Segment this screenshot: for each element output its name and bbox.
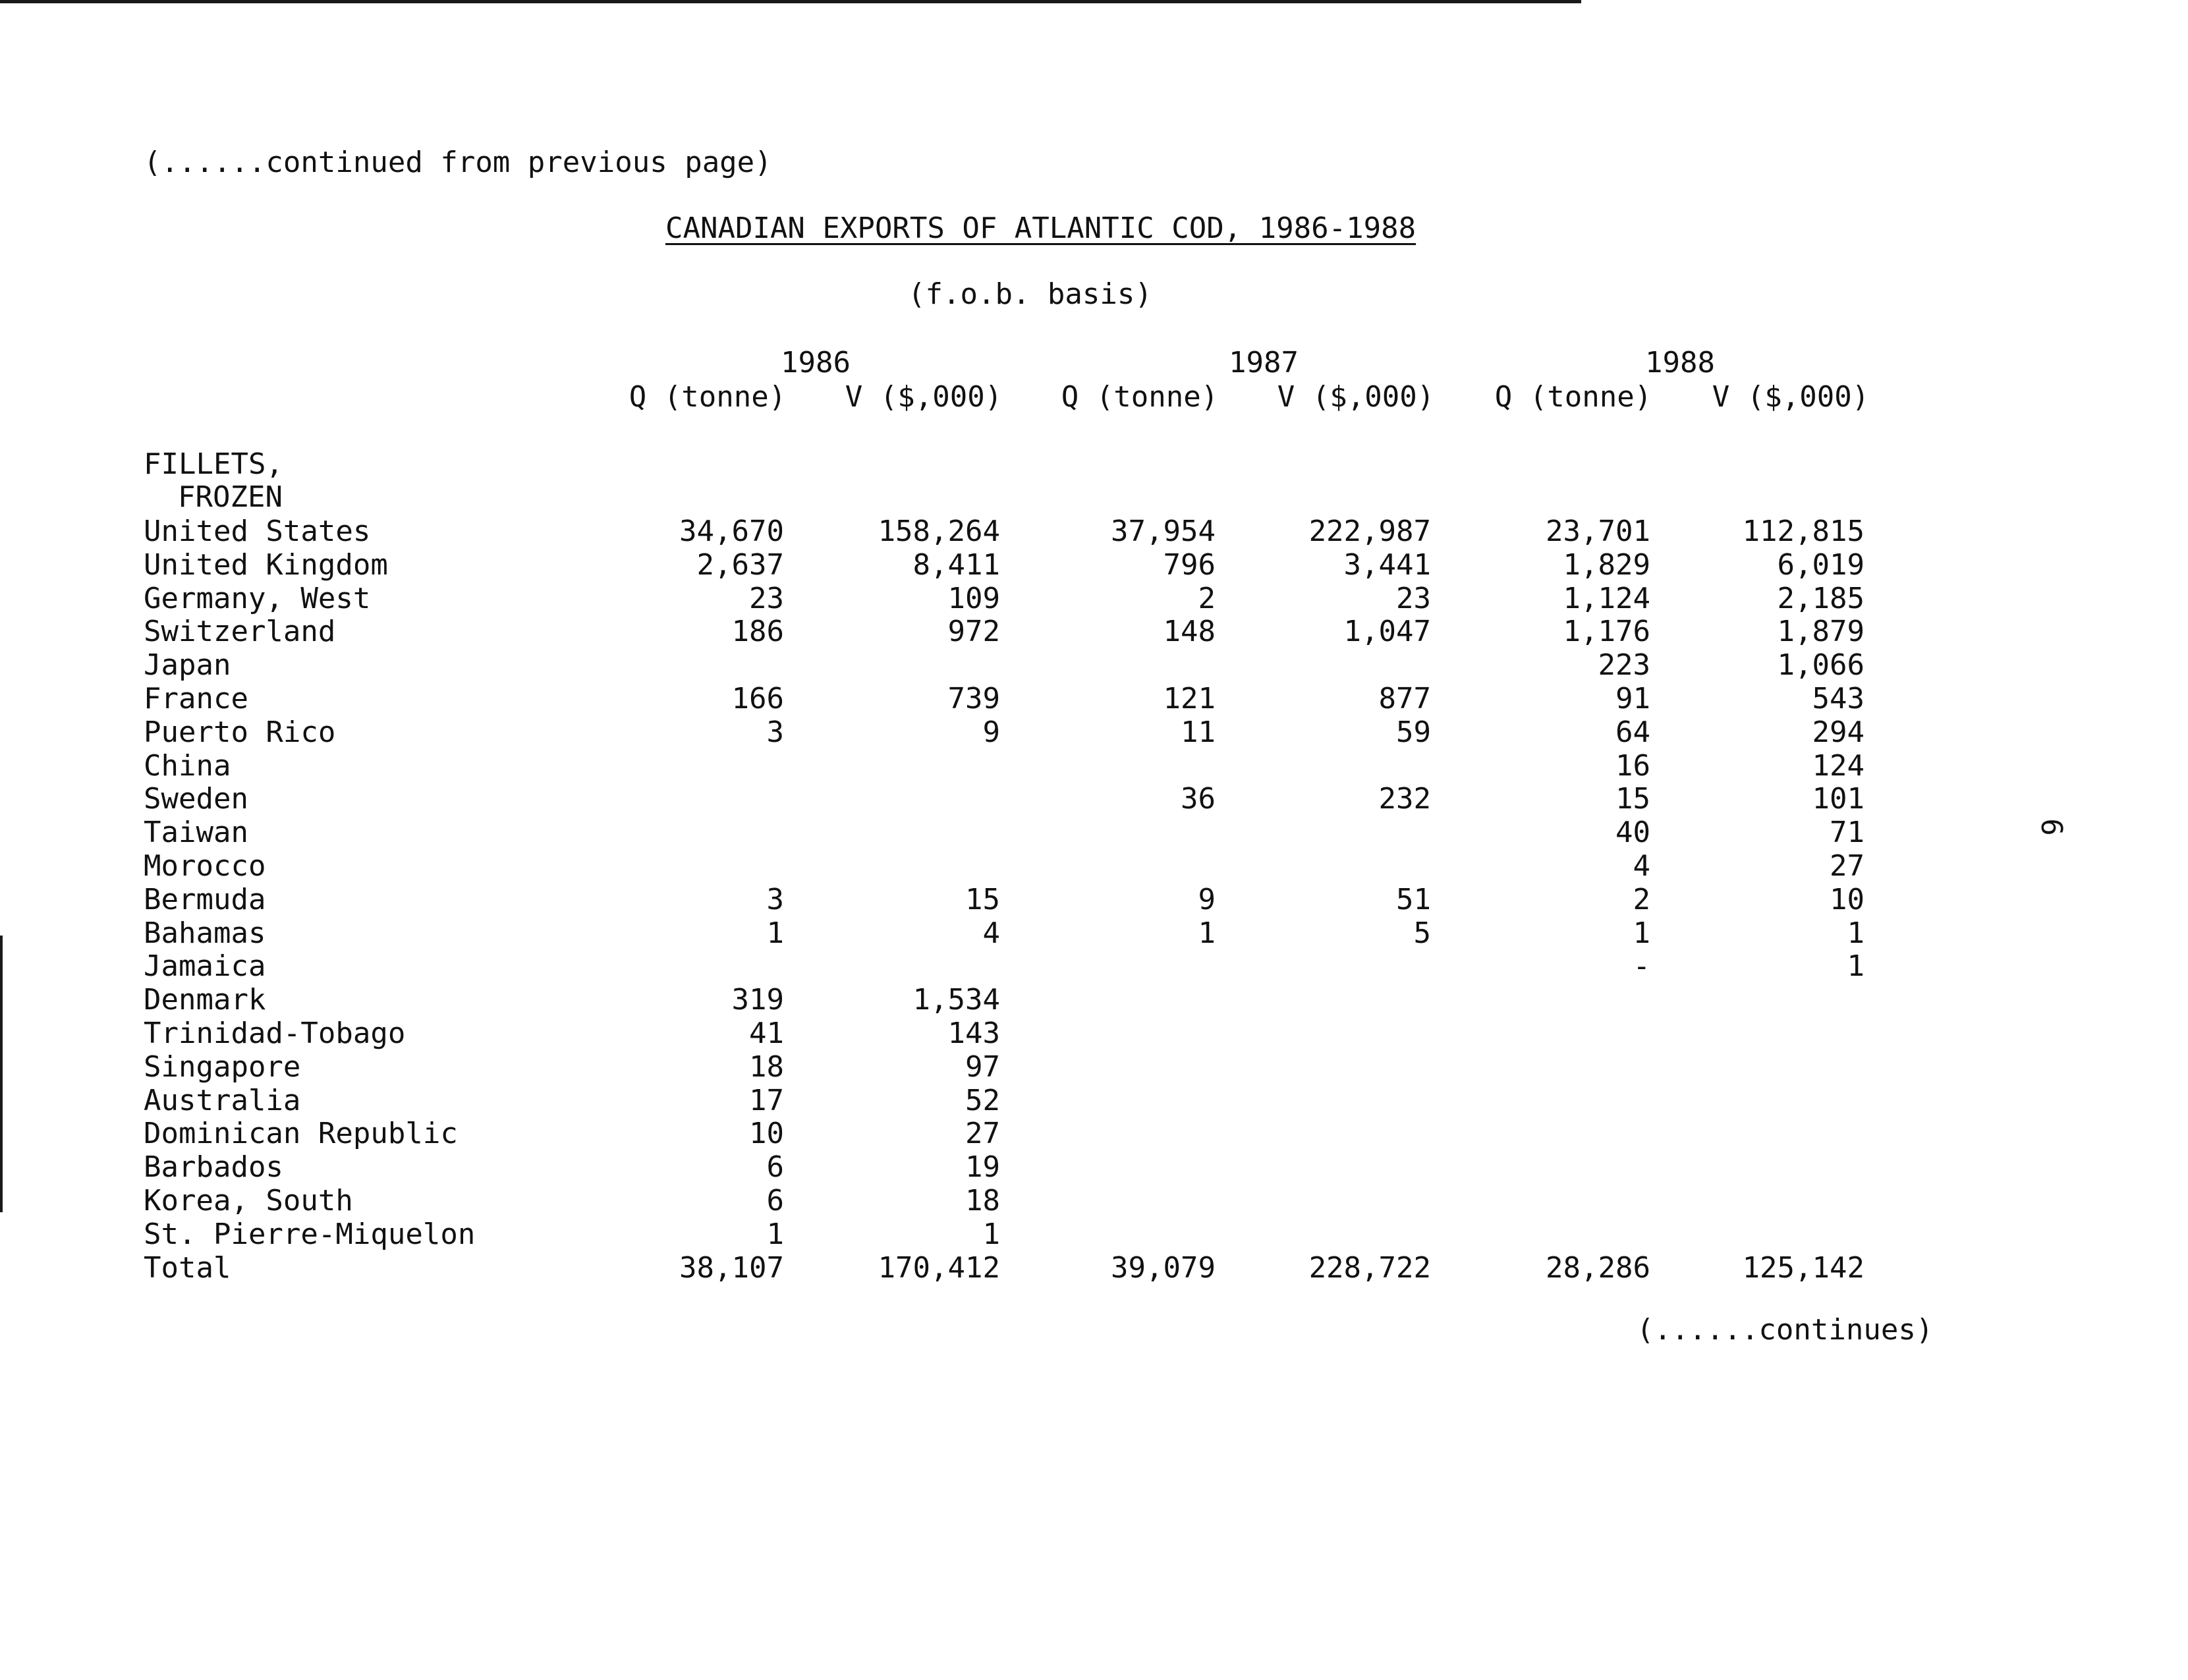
table-cell: 170,412 [878,1251,1000,1285]
table-cell: 1,176 [1563,615,1650,648]
table-row-label: St. Pierre-Miquelon [144,1218,476,1251]
table-row-label: Bermuda [144,883,266,916]
table-cell: 124 [1812,749,1865,783]
table-cell: 101 [1812,782,1865,816]
table-row-label: Taiwan [144,816,248,849]
table-cell: 543 [1812,682,1865,715]
table-cell: 2 [1633,883,1650,916]
table-cell: 739 [947,682,1000,715]
table-row-label: Denmark [144,983,266,1017]
table-cell: 19 [965,1150,1000,1184]
table-cell: 71 [1830,816,1865,849]
top-border-line [0,0,1581,3]
table-cell: 34,670 [679,515,784,548]
table-row-label: Korea, South [144,1184,353,1218]
table-cell: 1,066 [1777,648,1865,682]
table-cell: 796 [1163,548,1216,582]
table-cell: 1 [1847,949,1865,983]
table-cell: 1 [1198,916,1216,950]
left-border-line [0,936,3,1212]
table-cell: 6 [766,1150,784,1184]
table-row-label: Switzerland [144,615,336,648]
table-row-label: Bahamas [144,916,266,950]
table-cell: 1,124 [1563,582,1650,615]
table-cell: 166 [731,682,784,715]
total-row-label: Total [144,1251,231,1285]
page-subtitle: (f.o.b. basis) [908,277,1152,311]
table-row-label: Australia [144,1084,301,1117]
table-cell: 223 [1598,648,1650,682]
table-cell: 52 [965,1084,1000,1117]
table-cell: 3,441 [1343,548,1431,582]
table-cell: - [1633,949,1650,983]
table-cell: 3 [766,883,784,916]
table-cell: 64 [1615,715,1650,749]
table-cell: 232 [1378,782,1431,816]
table-cell: 4 [1633,849,1650,883]
table-cell: 23,701 [1546,515,1650,548]
table-cell: 143 [947,1017,1000,1050]
section-label: FILLETS, [144,447,283,481]
table-cell: 319 [731,983,784,1017]
page-title: CANADIAN EXPORTS OF ATLANTIC COD, 1986-1988 [665,211,1417,245]
table-cell: 6,019 [1777,548,1865,582]
table-cell: 97 [965,1050,1000,1084]
table-cell: 36 [1181,782,1216,816]
subcolumn-header: V ($,000) [1277,380,1435,414]
table-cell: 23 [1396,582,1431,615]
table-cell: 17 [749,1084,784,1117]
table-row-label: Japan [144,648,231,682]
table-cell: 1,534 [912,983,1000,1017]
table-cell: 27 [965,1117,1000,1150]
subcolumn-header: V ($,000) [845,380,1003,414]
year-header-1988: 1988 [1645,346,1715,379]
continues-note: (......continues) [1637,1313,1934,1347]
section-label: FROZEN [178,480,283,514]
table-cell: 11 [1181,715,1216,749]
table-cell: 121 [1163,682,1216,715]
table-row-label: Germany, West [144,582,371,615]
table-cell: 23 [749,582,784,615]
table-cell: 1,047 [1343,615,1431,648]
subcolumn-header: Q (tonne) [1061,380,1219,414]
table-cell: 112,815 [1742,515,1865,548]
table-row-label: Singapore [144,1050,301,1084]
table-row-label: China [144,749,231,783]
table-cell: 16 [1615,749,1650,783]
table-cell: 2,185 [1777,582,1865,615]
table-cell: 1 [766,1218,784,1251]
table-cell: 294 [1812,715,1865,749]
table-cell: 9 [1198,883,1216,916]
table-cell: 15 [965,883,1000,916]
table-cell: 8,411 [912,548,1000,582]
subcolumn-header: V ($,000) [1712,380,1870,414]
table-row-label: Barbados [144,1150,283,1184]
table-cell: 877 [1378,682,1431,715]
table-row-label: Puerto Rico [144,715,336,749]
table-cell: 222,987 [1308,515,1431,548]
table-cell: 6 [766,1184,784,1218]
table-cell: 5 [1413,916,1431,950]
table-cell: 18 [749,1050,784,1084]
table-row-label: Dominican Republic [144,1117,458,1150]
table-cell: 39,079 [1111,1251,1216,1285]
table-cell: 3 [766,715,784,749]
table-row-label: Trinidad-Tobago [144,1017,406,1050]
table-cell: 109 [947,582,1000,615]
table-cell: 27 [1830,849,1865,883]
table-cell: 1,879 [1777,615,1865,648]
subcolumn-header: Q (tonne) [1494,380,1652,414]
table-row-label: Sweden [144,782,248,816]
table-cell: 9 [982,715,1000,749]
table-cell: 2 [1198,582,1216,615]
table-cell: 15 [1615,782,1650,816]
table-cell: 228,722 [1308,1251,1431,1285]
table-cell: 91 [1615,682,1650,715]
table-cell: 158,264 [878,515,1000,548]
table-cell: 37,954 [1111,515,1216,548]
table-row-label: Morocco [144,849,266,883]
table-row-label: France [144,682,248,715]
table-cell: 1 [1633,916,1650,950]
table-cell: 28,286 [1546,1251,1650,1285]
table-cell: 1,829 [1563,548,1650,582]
year-header-1987: 1987 [1229,346,1299,379]
table-cell: 148 [1163,615,1216,648]
table-cell: 41 [749,1017,784,1050]
table-cell: 2,637 [696,548,784,582]
table-cell: 10 [749,1117,784,1150]
table-cell: 18 [965,1184,1000,1218]
table-cell: 4 [982,916,1000,950]
table-cell: 125,142 [1742,1251,1865,1285]
table-row-label: United States [144,515,371,548]
table-cell: 186 [731,615,784,648]
table-cell: 59 [1396,715,1431,749]
continued-note: (......continued from previous page) [144,146,772,179]
table-cell: 51 [1396,883,1431,916]
table-cell: 10 [1830,883,1865,916]
table-cell: 38,107 [679,1251,784,1285]
table-cell: 1 [766,916,784,950]
table-cell: 40 [1615,816,1650,849]
subcolumn-header: Q (tonne) [629,380,787,414]
table-cell: 1 [982,1218,1000,1251]
table-cell: 1 [1847,916,1865,950]
table-cell: 972 [947,615,1000,648]
table-row-label: United Kingdom [144,548,388,582]
table-row-label: Jamaica [144,949,266,983]
page-number: 6 [2034,818,2068,836]
year-header-1986: 1986 [781,346,851,379]
